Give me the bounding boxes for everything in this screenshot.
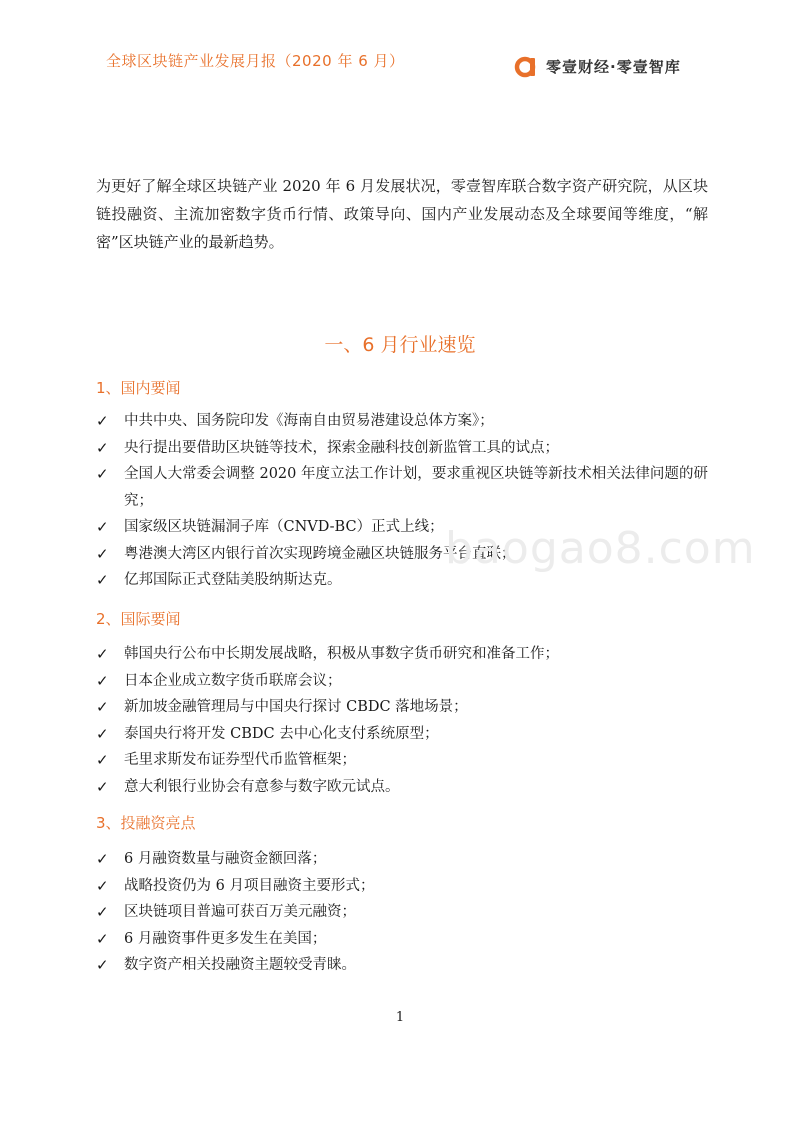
check-icon: ✓ bbox=[96, 698, 109, 716]
check-icon: ✓ bbox=[96, 671, 109, 690]
check-icon: ✓ bbox=[96, 724, 109, 743]
list-item: ✓ 新加坡金融管理局与中国央行探讨 CBDC 落地场景； bbox=[96, 694, 708, 721]
check-icon: ✓ bbox=[96, 956, 109, 974]
list-item: ✓ 6 月融资事件更多发生在美国； bbox=[96, 926, 708, 953]
group-heading-international: 2、国际要闻 bbox=[96, 610, 181, 628]
check-icon: ✓ bbox=[96, 465, 109, 483]
check-icon: ✓ bbox=[96, 544, 109, 563]
section-title: 一、6 月行业速览 bbox=[324, 334, 476, 356]
list-item: ✓ 泰国央行将开发 CBDC 去中心化支付系统原型； bbox=[96, 721, 708, 748]
check-icon: ✓ bbox=[96, 850, 109, 868]
check-icon: ✓ bbox=[96, 645, 109, 663]
investment-highlights-list bbox=[96, 846, 708, 979]
international-news-list bbox=[96, 641, 708, 800]
check-icon: ✓ bbox=[96, 876, 109, 895]
check-icon: ✓ bbox=[96, 929, 109, 948]
check-icon: ✓ bbox=[96, 903, 109, 921]
list-item: ✓ 中共中央、国务院印发《海南自由贸易港建设总体方案》； bbox=[96, 408, 708, 435]
list-item: ✓ 亿邦国际正式登陆美股纳斯达克。 bbox=[96, 567, 708, 594]
check-icon: ✓ bbox=[96, 412, 109, 430]
list-item: ✓ 毛里求斯发布证券型代币监管框架； bbox=[96, 747, 708, 774]
list-item: ✓ 意大利银行业协会有意参与数字欧元试点。 bbox=[96, 774, 708, 801]
list-item: ✓ 全国人大常委会调整 2020 年度立法工作计划，要求重视区块链等新技术相关法律问题的研究； bbox=[96, 461, 708, 514]
check-icon: ✓ bbox=[96, 751, 109, 769]
list-item: ✓ 日本企业成立数字货币联席会议； bbox=[96, 668, 708, 695]
list-item: ✓ 国家级区块链漏洞子库（CNVD-BC）正式上线； bbox=[96, 514, 708, 541]
check-icon: ✓ bbox=[96, 571, 109, 589]
watermark: baogao8.com bbox=[445, 523, 756, 574]
list-item: ✓ 6 月融资数量与融资金额回落； bbox=[96, 846, 708, 873]
list-item: ✓ 区块链项目普遍可获百万美元融资； bbox=[96, 899, 708, 926]
brand-logo bbox=[514, 54, 681, 78]
list-item: ✓ 央行提出要借助区块链等技术，探索金融科技创新监管工具的试点； bbox=[96, 435, 708, 462]
group-heading-domestic: 1、国内要闻 bbox=[96, 379, 181, 397]
check-icon: ✓ bbox=[96, 777, 109, 796]
brand-a-icon bbox=[514, 54, 538, 78]
check-icon: ✓ bbox=[96, 438, 109, 457]
list-item: ✓ 粤港澳大湾区内银行首次实现跨境金融区块链服务平台直联； bbox=[96, 541, 708, 568]
list-item: ✓ 韩国央行公布中长期发展战略，积极从事数字货币研究和准备工作； bbox=[96, 641, 708, 668]
header-title: 全球区块链产业发展月报（2020 年 6 月） bbox=[106, 52, 405, 70]
page-number: 1 bbox=[395, 1010, 405, 1025]
check-icon: ✓ bbox=[96, 518, 109, 536]
list-item: ✓ 数字资产相关投融资主题较受青睐。 bbox=[96, 952, 708, 979]
intro-paragraph: 为更好了解全球区块链产业 2020 年 6 月发展状况，零壹智库联合数字资产研究院，从区块链投融资、主流加密数字货币行情、政策导向、国内产业发展动态及全球要闻等维度，“解密”区块链产业的最新趋势。 bbox=[96, 177, 708, 251]
group-heading-investment: 3、投融资亮点 bbox=[96, 814, 196, 832]
list-item: ✓ 战略投资仍为 6 月项目融资主要形式； bbox=[96, 873, 708, 900]
brand-name: 零壹财经·零壹智库 bbox=[546, 57, 681, 76]
